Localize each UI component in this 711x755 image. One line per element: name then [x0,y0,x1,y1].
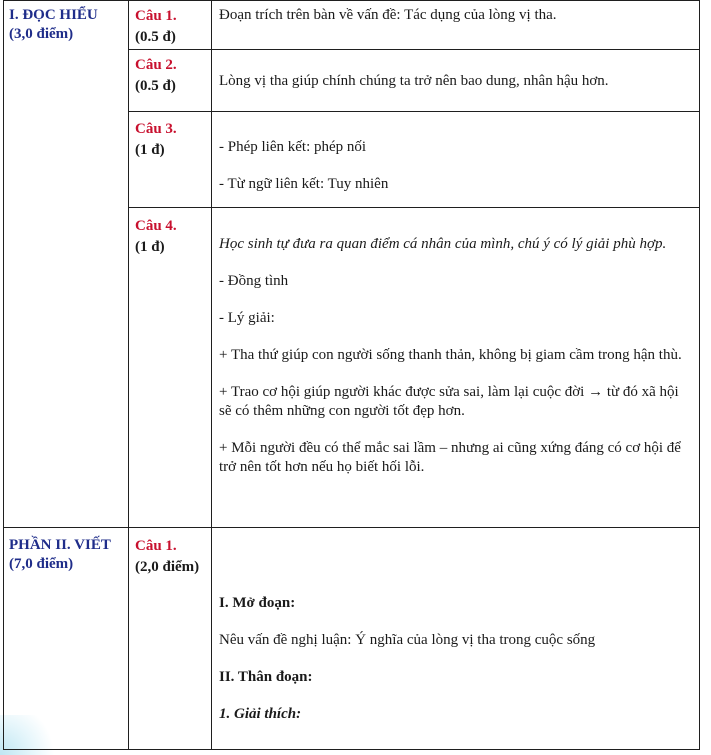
section-cell-writing [4,528,129,750]
answer-text: Lòng vị tha giúp chính chúng ta trở nên bao dung, nhân hậu hơn. [219,73,609,89]
question-points: (0.5 đ) [135,29,176,45]
section-score: (3,0 điểm) [9,26,74,42]
question-points: (0.5 đ) [135,78,176,94]
reason-item: + Mỗi người đều có thể mắc sai lầm – nhưng ai cũng xứng đáng có cơ hội để trở nên tốt hơn nếu họ biết hối lỗi. [219,440,681,475]
section-cell-reading [4,1,129,528]
answer-cell [212,208,700,528]
answer-key-table [3,0,700,750]
question-cell [129,1,212,50]
answer-cell [212,50,700,112]
answer-cell [212,1,700,50]
question-points: (2,0 điểm) [135,559,200,575]
answer-line: - Phép liên kết: phép nối [219,139,367,155]
answer-cell [212,528,700,750]
outline-heading: II. Thân đoạn: [219,669,313,685]
question-label: Câu 3. [135,121,177,137]
section-title: I. ĐỌC HIỂU [9,7,98,23]
question-label: Câu 1. [135,8,177,24]
question-cell [129,112,212,208]
answer-cell [212,112,700,208]
answer-line: - Từ ngữ liên kết: Tuy nhiên [219,176,389,192]
question-points: (1 đ) [135,142,165,158]
answer-intro: Học sinh tự đưa ra quan điểm cá nhân của mình, chú ý có lý giải phù hợp. [219,236,667,252]
answer-text: Đoạn trích trên bàn về vấn đề: Tác dụng của lòng vị tha. [219,7,557,23]
answer-line: - Lý giải: [219,310,275,326]
outline-subheading: 1. Giải thích: [219,706,302,722]
question-cell [129,528,212,750]
outline-text: Nêu vấn đề nghị luận: Ý nghĩa của lòng vị tha trong cuộc sống [219,632,596,648]
question-cell [129,208,212,528]
question-label: Câu 4. [135,218,177,234]
section-score: (7,0 điểm) [9,556,74,572]
question-points: (1 đ) [135,239,165,255]
question-cell [129,50,212,112]
reason-item: + Trao cơ hội giúp người khác được sửa sai, làm lại cuộc đời → từ đó xã hội sẽ có thêm những con người tốt đẹp hơn. [219,384,679,419]
answer-line: - Đồng tình [219,273,289,289]
reason-item: + Tha thứ giúp con người sống thanh thản, không bị giam cầm trong hận thù. [219,347,682,363]
outline-heading: I. Mở đoạn: [219,595,296,611]
table-row-w1 [4,528,700,750]
question-label: Câu 1. [135,538,177,554]
question-label: Câu 2. [135,57,177,73]
section-title: PHẦN II. VIẾT [9,537,111,553]
table-row-q1 [4,1,700,50]
